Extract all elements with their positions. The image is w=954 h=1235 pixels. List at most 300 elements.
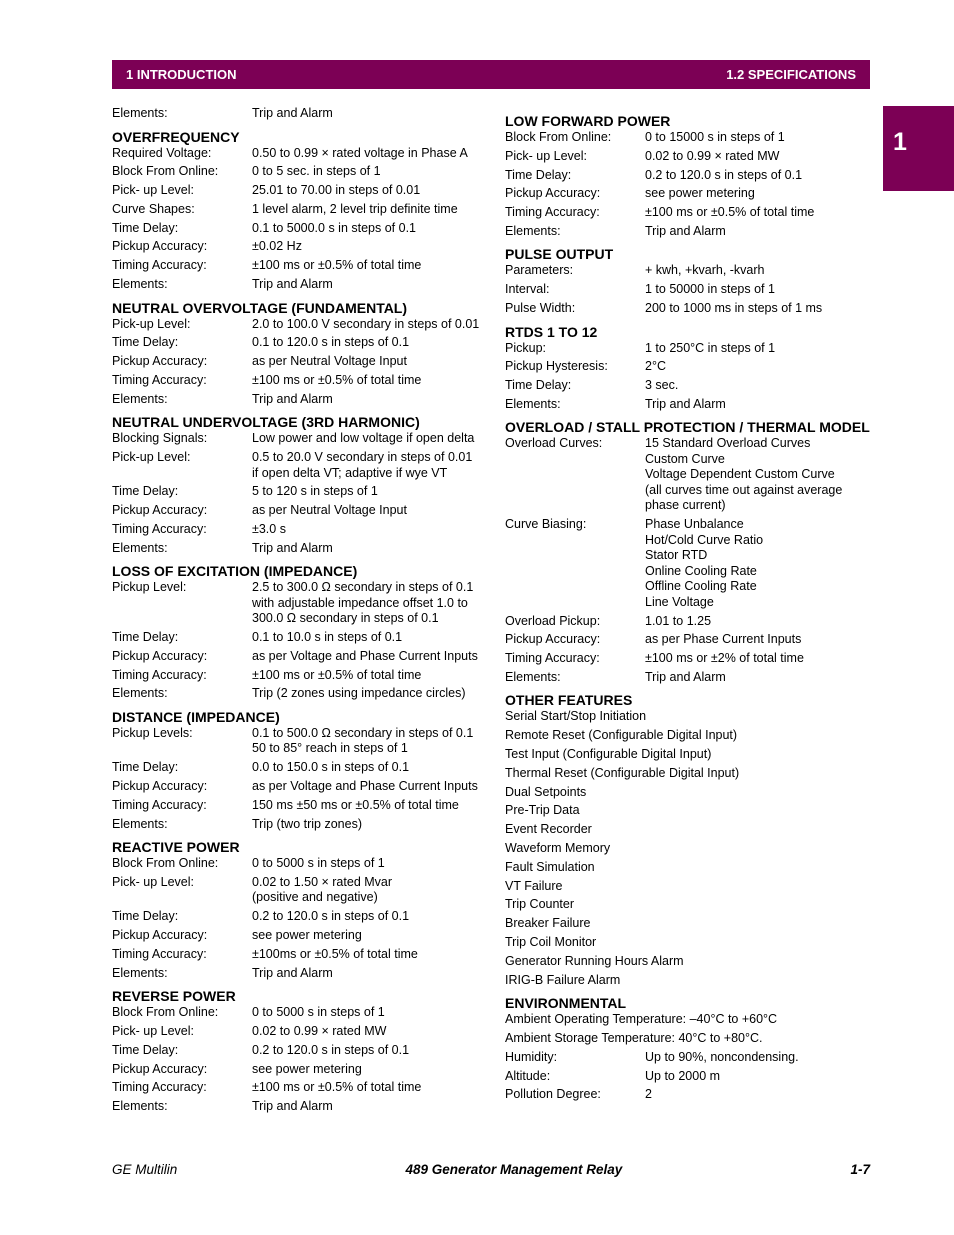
spec-label: Pollution Degree: bbox=[505, 1087, 601, 1102]
spec-value-line: 0 to 5000 s in steps of 1 bbox=[252, 856, 385, 871]
spec-value bbox=[252, 202, 487, 218]
spec-value-line: 2.5 to 300.0 Ω secondary in steps of 0.1 bbox=[252, 580, 474, 595]
spec-row bbox=[112, 928, 487, 944]
spec-value-line: 1 to 250°C in steps of 1 bbox=[645, 340, 776, 355]
spec-value-line: Trip and Alarm bbox=[252, 540, 333, 555]
spec-row bbox=[112, 258, 487, 274]
spec-value-line: + kwh, +kvarh, -kvarh bbox=[645, 263, 765, 278]
spec-value-line: 0 to 5000 s in steps of 1 bbox=[252, 1005, 385, 1020]
spec-value-line: 0.02 to 1.50 × rated Mvar bbox=[252, 874, 393, 889]
spec-value-line: 0.50 to 0.99 × rated voltage in Phase A bbox=[252, 145, 468, 160]
spec-value bbox=[252, 726, 487, 757]
page-footer bbox=[112, 1162, 870, 1177]
spec-value bbox=[645, 359, 875, 375]
spec-value-line: Trip and Alarm bbox=[252, 277, 333, 292]
spec-label: Humidity: bbox=[505, 1049, 558, 1064]
spec-label: Pickup Accuracy: bbox=[505, 632, 601, 647]
spec-row bbox=[505, 1069, 875, 1085]
spec-row bbox=[112, 431, 487, 447]
spec-value bbox=[252, 277, 487, 293]
spec-row bbox=[112, 541, 487, 557]
spec-value bbox=[252, 630, 487, 646]
feature-line: Generator Running Hours Alarm bbox=[505, 953, 684, 968]
section-heading: ENVIRONMENTAL bbox=[505, 995, 627, 1012]
spec-section bbox=[505, 995, 875, 1103]
spec-label: Elements: bbox=[112, 686, 168, 701]
spec-value bbox=[252, 1080, 487, 1096]
section-heading: OTHER FEATURES bbox=[505, 692, 633, 709]
spec-value bbox=[252, 354, 487, 370]
spec-row bbox=[505, 378, 875, 394]
spec-row bbox=[112, 649, 487, 665]
spec-section bbox=[112, 988, 487, 1114]
spec-label: Pulse Width: bbox=[505, 301, 576, 316]
section-heading: NEUTRAL OVERVOLTAGE (FUNDAMENTAL) bbox=[112, 299, 408, 316]
spec-value-line: 1 to 50000 in steps of 1 bbox=[645, 282, 775, 297]
spec-row bbox=[505, 168, 875, 184]
spec-value-line: ±100 ms or ±0.5% of total time bbox=[252, 1080, 422, 1095]
spec-section bbox=[505, 692, 875, 988]
feature-line: Test Input (Configurable Digital Input) bbox=[505, 747, 712, 762]
spec-value-line: Trip and Alarm bbox=[252, 391, 333, 406]
spec-row bbox=[112, 164, 487, 180]
spec-row bbox=[112, 875, 487, 906]
spec-value bbox=[645, 341, 875, 357]
spec-row bbox=[505, 205, 875, 221]
spec-value-line: 0.2 to 120.0 s in steps of 0.1 bbox=[645, 167, 803, 182]
spec-label: Elements: bbox=[112, 816, 168, 831]
spec-value-line: 0.1 to 500.0 Ω secondary in steps of 0.1 bbox=[252, 725, 474, 740]
spec-section bbox=[112, 709, 487, 832]
spec-section bbox=[505, 419, 875, 685]
spec-section bbox=[112, 129, 487, 293]
spec-row bbox=[112, 522, 487, 538]
spec-row bbox=[505, 397, 875, 413]
spec-value-line: with adjustable impedance offset 1.0 to bbox=[252, 595, 468, 610]
spec-label: Elements: bbox=[112, 391, 168, 406]
spec-value bbox=[252, 317, 487, 333]
spec-value-line: 1 level alarm, 2 level trip definite time bbox=[252, 201, 458, 216]
chapter-title: 1 INTRODUCTION bbox=[126, 67, 237, 82]
spec-value-line: 0 to 15000 s in steps of 1 bbox=[645, 130, 785, 144]
spec-value bbox=[252, 668, 487, 684]
right-column bbox=[505, 106, 875, 1106]
spec-value-line: Phase Unbalance bbox=[645, 517, 744, 532]
spec-value bbox=[252, 760, 487, 776]
spec-label: Block From Online: bbox=[112, 856, 219, 871]
spec-label: Elements: bbox=[505, 669, 561, 684]
feature-line: Waveform Memory bbox=[505, 841, 611, 856]
spec-value-line: 2.0 to 100.0 V secondary in steps of 0.01 bbox=[252, 316, 480, 331]
spec-value-line: 0.02 to 0.99 × rated MW bbox=[252, 1023, 387, 1038]
spec-label: Time Delay: bbox=[112, 484, 179, 499]
spec-label: Overload Pickup: bbox=[505, 613, 601, 628]
spec-label: Pick- up Level: bbox=[112, 1023, 194, 1038]
spec-row bbox=[112, 760, 487, 776]
spec-value bbox=[252, 335, 487, 351]
spec-value-line: Line Voltage bbox=[645, 594, 714, 609]
spec-row bbox=[112, 450, 487, 481]
spec-value bbox=[252, 1062, 487, 1078]
feature-line: IRIG-B Failure Alarm bbox=[505, 972, 621, 987]
spec-label: Time Delay: bbox=[112, 630, 179, 645]
spec-row bbox=[112, 202, 487, 218]
spec-label: Timing Accuracy: bbox=[505, 205, 600, 220]
spec-value-line: 5 to 120 s in steps of 1 bbox=[252, 484, 378, 499]
spec-value bbox=[645, 614, 875, 630]
spec-value-line: ±100 ms or ±0.5% of total time bbox=[252, 258, 422, 273]
spec-value-line: 2°C bbox=[645, 359, 666, 374]
spec-value bbox=[645, 1087, 875, 1103]
spec-value bbox=[252, 164, 487, 180]
spec-value-line: Trip and Alarm bbox=[645, 396, 726, 411]
feature-line: Remote Reset (Configurable Digital Input) bbox=[505, 728, 738, 743]
spec-value-line: (positive and negative) bbox=[252, 890, 378, 905]
feature-line: VT Failure bbox=[505, 878, 563, 893]
spec-row bbox=[505, 186, 875, 202]
section-heading: PULSE OUTPUT bbox=[505, 246, 614, 263]
spec-value-line: 300.0 Ω secondary in steps of 0.1 bbox=[252, 611, 439, 626]
spec-value-line: Trip and Alarm bbox=[252, 965, 333, 980]
section-heading: REACTIVE POWER bbox=[112, 839, 240, 856]
spec-value bbox=[252, 966, 487, 982]
spec-value-line: 50 to 85° reach in steps of 1 bbox=[252, 741, 408, 756]
spec-value-line: Trip and Alarm bbox=[252, 1099, 333, 1114]
spec-value bbox=[252, 928, 487, 944]
spec-value-line: 15 Standard Overload Curves bbox=[645, 436, 811, 451]
spec-section bbox=[112, 839, 487, 981]
spec-label: Elements: bbox=[112, 106, 168, 120]
spec-row bbox=[112, 239, 487, 255]
spec-label: Pickup Accuracy: bbox=[112, 239, 208, 254]
spec-row bbox=[112, 484, 487, 500]
spec-value bbox=[252, 1099, 487, 1115]
spec-label: Pickup Accuracy: bbox=[112, 503, 208, 518]
spec-label: Curve Shapes: bbox=[112, 201, 195, 216]
spec-value bbox=[252, 856, 487, 872]
footer-page-number: 1-7 bbox=[850, 1162, 870, 1177]
spec-label: Elements: bbox=[112, 277, 168, 292]
spec-value-line: Stator RTD bbox=[645, 548, 708, 563]
spec-value-line: Hot/Cold Curve Ratio bbox=[645, 532, 764, 547]
spec-value bbox=[252, 450, 487, 481]
feature-line: Serial Start/Stop Initiation bbox=[505, 709, 647, 724]
spec-label: Block From Online: bbox=[505, 130, 612, 144]
spec-label: Timing Accuracy: bbox=[112, 1080, 207, 1095]
spec-label: Block From Online: bbox=[112, 1005, 219, 1020]
section-header-bar bbox=[112, 60, 870, 89]
spec-value-line: 0 to 5 sec. in steps of 1 bbox=[252, 164, 381, 179]
spec-label: Timing Accuracy: bbox=[112, 797, 207, 812]
spec-row bbox=[505, 224, 875, 240]
spec-value-line: 0.2 to 120.0 s in steps of 0.1 bbox=[252, 1042, 410, 1057]
section-heading: OVERLOAD / STALL PROTECTION / THERMAL MODEL bbox=[505, 419, 870, 436]
spec-section bbox=[112, 563, 487, 702]
spec-row bbox=[112, 630, 487, 646]
spec-value bbox=[645, 378, 875, 394]
spec-value-line: 2 bbox=[645, 1087, 652, 1102]
spec-label: Elements: bbox=[112, 965, 168, 980]
spec-label: Elements: bbox=[505, 223, 561, 238]
spec-value bbox=[645, 517, 875, 610]
spec-label: Parameters: bbox=[505, 263, 574, 278]
spec-value bbox=[645, 436, 875, 514]
spec-row bbox=[112, 1099, 487, 1115]
spec-row bbox=[112, 146, 487, 162]
spec-label: Pickup Levels: bbox=[112, 725, 193, 740]
spec-value bbox=[252, 183, 487, 199]
spec-value bbox=[252, 392, 487, 408]
spec-value-line: ±100ms or ±0.5% of total time bbox=[252, 946, 418, 961]
spec-value-line: 0.1 to 10.0 s in steps of 0.1 bbox=[252, 630, 403, 645]
spec-value bbox=[252, 875, 487, 906]
spec-row bbox=[112, 1024, 487, 1040]
spec-row bbox=[112, 183, 487, 199]
feature-line: Dual Setpoints bbox=[505, 784, 587, 799]
spec-value-line: Voltage Dependent Custom Curve bbox=[645, 467, 835, 482]
section-heading: LOW FORWARD POWER bbox=[505, 113, 671, 129]
spec-value-line: (all curves time out against average bbox=[645, 482, 843, 497]
spec-value-line: Low power and low voltage if open delta bbox=[252, 431, 475, 446]
spec-label: Pickup Hysteresis: bbox=[505, 359, 608, 374]
section-heading: OVERFREQUENCY bbox=[112, 128, 240, 145]
spec-row bbox=[112, 1005, 487, 1021]
spec-value-line: ±100 ms or ±0.5% of total time bbox=[252, 372, 422, 387]
section-heading: DISTANCE (IMPEDANCE) bbox=[112, 708, 280, 725]
spec-value-line: Trip and Alarm bbox=[252, 106, 333, 120]
spec-value-line: phase current) bbox=[645, 498, 726, 513]
feature-line: Pre-Trip Data bbox=[505, 803, 580, 818]
spec-row bbox=[505, 670, 875, 686]
spec-value bbox=[645, 397, 875, 413]
spec-value bbox=[645, 186, 875, 202]
spec-row bbox=[505, 517, 875, 610]
feature-line: Fault Simulation bbox=[505, 859, 595, 874]
spec-section bbox=[112, 106, 487, 122]
spec-value bbox=[252, 106, 487, 122]
spec-label: Elements: bbox=[112, 1099, 168, 1114]
spec-value-line: 0.1 to 5000.0 s in steps of 0.1 bbox=[252, 220, 417, 235]
feature-line: Ambient Operating Temperature: –40°C to +60°C bbox=[505, 1012, 778, 1027]
footer-company: GE Multilin bbox=[112, 1162, 178, 1177]
spec-value bbox=[252, 541, 487, 557]
spec-label: Curve Biasing: bbox=[505, 517, 587, 532]
spec-value-line: 0.0 to 150.0 s in steps of 0.1 bbox=[252, 760, 410, 775]
spec-label: Timing Accuracy: bbox=[112, 372, 207, 387]
section-heading: REVERSE POWER bbox=[112, 988, 236, 1005]
spec-row bbox=[112, 668, 487, 684]
spec-row bbox=[112, 726, 487, 757]
spec-label: Pick- up Level: bbox=[505, 148, 587, 163]
spec-row bbox=[112, 947, 487, 963]
spec-row bbox=[112, 817, 487, 833]
spec-value bbox=[252, 1005, 487, 1021]
spec-value bbox=[645, 130, 875, 146]
spec-label: Time Delay: bbox=[112, 760, 179, 775]
spec-value-line: 0.02 to 0.99 × rated MW bbox=[645, 148, 780, 163]
spec-value-line: as per Phase Current Inputs bbox=[645, 632, 802, 647]
spec-value-line: if open delta VT; adaptive if wye VT bbox=[252, 465, 448, 480]
spec-value bbox=[252, 686, 487, 702]
spec-label: Timing Accuracy: bbox=[112, 667, 207, 682]
spec-value bbox=[645, 205, 875, 221]
spec-section bbox=[112, 300, 487, 408]
spec-value-line: Up to 2000 m bbox=[645, 1068, 721, 1083]
feature-line: Trip Counter bbox=[505, 897, 575, 912]
spec-row bbox=[505, 130, 875, 146]
spec-row bbox=[112, 106, 487, 122]
spec-value bbox=[252, 221, 487, 237]
spec-row bbox=[505, 632, 875, 648]
spec-row bbox=[112, 1043, 487, 1059]
spec-label: Time Delay: bbox=[112, 909, 179, 924]
spec-value-line: Custom Curve bbox=[645, 451, 725, 466]
spec-label: Elements: bbox=[505, 396, 561, 411]
spec-value bbox=[252, 1024, 487, 1040]
spec-row bbox=[505, 341, 875, 357]
spec-row bbox=[112, 392, 487, 408]
spec-section bbox=[505, 246, 875, 316]
spec-section bbox=[505, 324, 875, 413]
spec-row bbox=[505, 1050, 875, 1066]
feature-line: Ambient Storage Temperature: 40°C to +80°C. bbox=[505, 1030, 763, 1045]
spec-value bbox=[252, 649, 487, 665]
spec-row bbox=[112, 503, 487, 519]
spec-value bbox=[252, 947, 487, 963]
feature-line: Trip Coil Monitor bbox=[505, 935, 597, 950]
spec-label: Blocking Signals: bbox=[112, 431, 208, 446]
feature-line: Thermal Reset (Configurable Digital Input) bbox=[505, 765, 740, 780]
spec-row bbox=[505, 614, 875, 630]
spec-row bbox=[112, 354, 487, 370]
spec-row bbox=[112, 1062, 487, 1078]
spec-label: Pick-up Level: bbox=[112, 316, 191, 331]
spec-value bbox=[252, 503, 487, 519]
spec-row bbox=[112, 779, 487, 795]
spec-label: Pickup Accuracy: bbox=[112, 1061, 208, 1076]
spec-value-line: see power metering bbox=[252, 928, 362, 943]
spec-value bbox=[252, 1043, 487, 1059]
spec-label: Overload Curves: bbox=[505, 436, 603, 451]
section-heading: LOSS OF EXCITATION (IMPEDANCE) bbox=[112, 563, 358, 580]
section-title: 1.2 SPECIFICATIONS bbox=[726, 67, 856, 82]
spec-row bbox=[112, 317, 487, 333]
spec-label: Altitude: bbox=[505, 1068, 551, 1083]
spec-value bbox=[252, 817, 487, 833]
spec-value bbox=[645, 168, 875, 184]
spec-value-line: 3 sec. bbox=[645, 378, 679, 393]
spec-value-line: 0.1 to 120.0 s in steps of 0.1 bbox=[252, 335, 410, 350]
spec-label: Timing Accuracy: bbox=[505, 651, 600, 666]
spec-value bbox=[645, 282, 875, 298]
spec-value-line: ±100 ms or ±0.5% of total time bbox=[252, 667, 422, 682]
spec-value-line: 0.2 to 120.0 s in steps of 0.1 bbox=[252, 909, 410, 924]
spec-row bbox=[112, 966, 487, 982]
spec-value bbox=[252, 779, 487, 795]
spec-label: Time Delay: bbox=[112, 1042, 179, 1057]
spec-row bbox=[505, 436, 875, 514]
spec-label: Required Voltage: bbox=[112, 145, 212, 160]
spec-value bbox=[252, 909, 487, 925]
spec-label: Block From Online: bbox=[112, 164, 219, 179]
spec-value bbox=[252, 258, 487, 274]
spec-value-line: 200 to 1000 ms in steps of 1 ms bbox=[645, 301, 823, 316]
spec-label: Timing Accuracy: bbox=[112, 946, 207, 961]
spec-value-line: 25.01 to 70.00 in steps of 0.01 bbox=[252, 183, 421, 198]
spec-value-line: Trip and Alarm bbox=[645, 223, 726, 238]
spec-row bbox=[112, 335, 487, 351]
spec-value bbox=[252, 373, 487, 389]
spec-value-line: 0.5 to 20.0 V secondary in steps of 0.01 bbox=[252, 450, 473, 465]
feature-line: Breaker Failure bbox=[505, 916, 591, 931]
spec-value-line: Trip (2 zones using impedance circles) bbox=[252, 686, 466, 701]
spec-label: Pickup: bbox=[505, 340, 546, 355]
spec-label: Elements: bbox=[112, 540, 168, 555]
spec-value-line: ±0.02 Hz bbox=[252, 239, 302, 254]
spec-label: Pickup Accuracy: bbox=[112, 779, 208, 794]
spec-value bbox=[252, 522, 487, 538]
spec-value-line: ±100 ms or ±0.5% of total time bbox=[645, 205, 815, 220]
spec-label: Pick-up Level: bbox=[112, 450, 191, 465]
spec-value-line: as per Neutral Voltage Input bbox=[252, 354, 407, 369]
spec-value bbox=[645, 224, 875, 240]
spec-label: Pickup Accuracy: bbox=[112, 354, 208, 369]
spec-label: Time Delay: bbox=[505, 378, 572, 393]
spec-value-line: Online Cooling Rate bbox=[645, 563, 757, 578]
spec-row bbox=[505, 1087, 875, 1103]
section-heading: RTDS 1 TO 12 bbox=[505, 323, 598, 340]
spec-label: Pick- up Level: bbox=[112, 874, 194, 889]
spec-value-line: see power metering bbox=[252, 1061, 362, 1076]
spec-value-line: Offline Cooling Rate bbox=[645, 579, 757, 594]
spec-row bbox=[112, 580, 487, 627]
spec-label: Timing Accuracy: bbox=[112, 521, 207, 536]
spec-value bbox=[252, 580, 487, 627]
spec-value-line: as per Neutral Voltage Input bbox=[252, 503, 407, 518]
spec-row bbox=[505, 282, 875, 298]
spec-label: Pickup Accuracy: bbox=[505, 186, 601, 201]
spec-value bbox=[252, 239, 487, 255]
spec-row bbox=[112, 856, 487, 872]
spec-row bbox=[505, 651, 875, 667]
spec-row bbox=[112, 798, 487, 814]
spec-label: Time Delay: bbox=[112, 335, 179, 350]
spec-row bbox=[112, 373, 487, 389]
spec-value bbox=[252, 431, 487, 447]
spec-row bbox=[112, 221, 487, 237]
spec-value-line: 1.01 to 1.25 bbox=[645, 613, 712, 628]
spec-value bbox=[252, 484, 487, 500]
spec-value bbox=[252, 798, 487, 814]
spec-value bbox=[645, 301, 875, 317]
spec-row bbox=[505, 149, 875, 165]
spec-value-line: ±3.0 s bbox=[252, 521, 286, 536]
spec-value-line: 150 ms ±50 ms or ±0.5% of total time bbox=[252, 797, 459, 812]
spec-label: Time Delay: bbox=[112, 220, 179, 235]
spec-value-line: as per Voltage and Phase Current Inputs bbox=[252, 648, 478, 663]
spec-label: Pickup Accuracy: bbox=[112, 648, 208, 663]
left-column bbox=[112, 106, 487, 1118]
spec-label: Interval: bbox=[505, 282, 550, 297]
spec-row bbox=[505, 301, 875, 317]
spec-value bbox=[645, 670, 875, 686]
spec-row bbox=[112, 1080, 487, 1096]
spec-value-line: Trip (two trip zones) bbox=[252, 816, 362, 831]
spec-row bbox=[505, 263, 875, 279]
spec-label: Time Delay: bbox=[505, 167, 572, 182]
spec-value-line: as per Voltage and Phase Current Inputs bbox=[252, 779, 478, 794]
spec-row bbox=[112, 909, 487, 925]
